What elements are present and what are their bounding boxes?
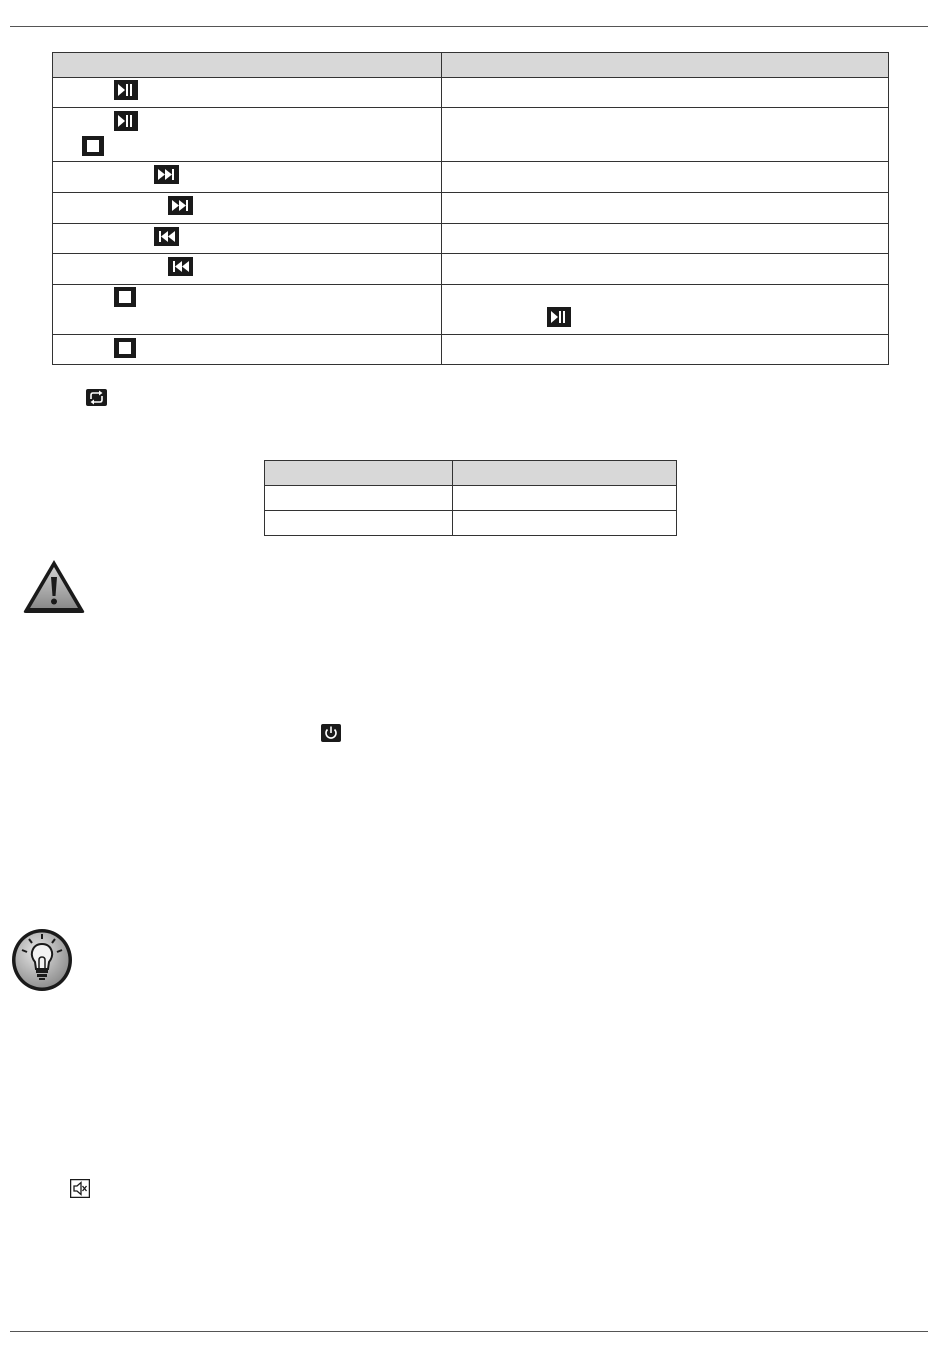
table-cell <box>265 486 453 511</box>
table-cell <box>442 285 889 335</box>
operation-table-header <box>53 53 889 78</box>
table-cell <box>53 108 442 162</box>
operation-table-header-cell <box>442 53 889 78</box>
table-row <box>53 78 889 108</box>
table-cell <box>53 162 442 193</box>
mute-speaker-icon <box>70 1179 90 1198</box>
stop-icon <box>82 136 104 156</box>
repeat-icon <box>86 389 107 406</box>
table-cell <box>53 193 442 224</box>
play-pause-icon <box>547 307 571 327</box>
header-rule <box>10 26 928 27</box>
play-pause-icon <box>114 111 138 131</box>
table-cell <box>53 78 442 108</box>
stop-icon <box>114 338 136 358</box>
table-row <box>53 335 889 365</box>
stop-icon <box>114 287 136 307</box>
table-cell <box>453 486 677 511</box>
table-row <box>53 285 889 335</box>
next-icon <box>168 196 193 215</box>
table-cell <box>53 285 442 335</box>
table-row <box>53 108 889 162</box>
previous-icon <box>154 227 179 246</box>
table-cell <box>442 254 889 285</box>
repeat-table-header-cell <box>265 461 453 486</box>
lightbulb-icon <box>10 926 74 992</box>
table-cell <box>453 511 677 536</box>
table-cell <box>53 254 442 285</box>
table-row <box>265 486 677 511</box>
power-icon <box>321 724 341 742</box>
table-cell <box>442 162 889 193</box>
table-cell <box>442 193 889 224</box>
previous-icon <box>168 257 193 276</box>
table-cell <box>265 511 453 536</box>
warning-triangle-icon <box>21 557 87 615</box>
table-cell <box>442 108 889 162</box>
repeat-table-header <box>265 461 677 486</box>
table-cell <box>53 224 442 254</box>
table-cell <box>442 335 889 365</box>
table-row <box>265 511 677 536</box>
play-pause-icon <box>114 80 138 100</box>
table-cell <box>53 335 442 365</box>
next-icon <box>154 165 179 184</box>
footer-rule <box>10 1331 928 1332</box>
operation-table-header-cell <box>53 53 442 78</box>
table-cell <box>442 224 889 254</box>
repeat-mode-table <box>264 460 677 536</box>
repeat-table-header-cell <box>453 461 677 486</box>
table-cell <box>442 78 889 108</box>
